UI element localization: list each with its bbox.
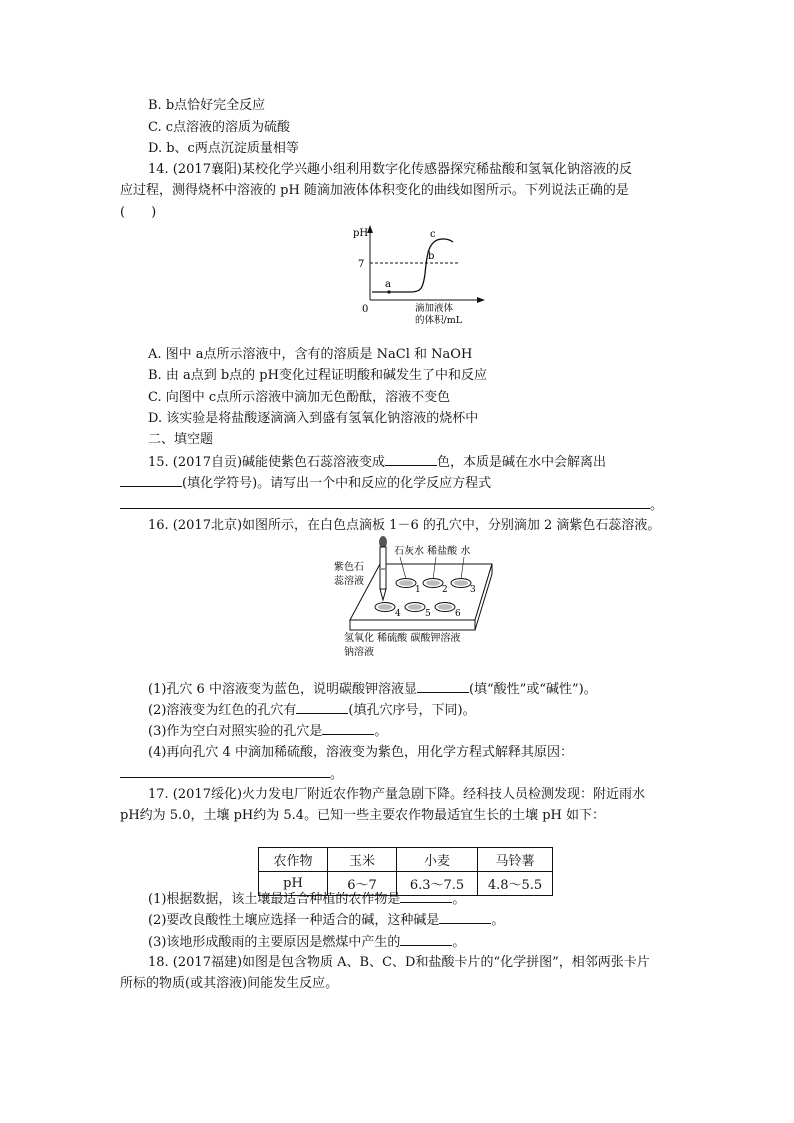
origin-label: 0 xyxy=(362,304,369,315)
table-header-cell: 小麦 xyxy=(397,848,478,872)
well-number-1: 1 xyxy=(415,585,421,595)
q16-sub1 xyxy=(148,680,597,699)
q16-sub3-text-a: (3)作为空白对照实验的孔穴是 xyxy=(148,724,323,739)
q16-sub4-answer xyxy=(120,765,343,784)
section-heading: 二、填空题 xyxy=(148,432,214,447)
spot-plate-figure xyxy=(330,534,502,660)
q16-sub3 xyxy=(148,722,387,741)
q14-option-d: D. 该实验是将盐酸逐滴滴入到盛有氢氧化钠溶液的烧杯中 xyxy=(148,411,479,426)
q15-line3 xyxy=(120,496,663,515)
point-b-label: b xyxy=(428,251,435,262)
q18-stem-line1: 18. (2017福建)如图是包含物质 A、B、C、D和盐酸卡片的“化学拼图”，相邻两张卡片 xyxy=(148,955,650,970)
q17-sub1-text-b: 。 xyxy=(452,892,466,907)
q17-blank-1[interactable] xyxy=(400,890,452,903)
q17-sub3-text-b: 。 xyxy=(452,935,466,950)
q16-blank-4[interactable] xyxy=(120,765,330,778)
well-number-5: 5 xyxy=(425,609,431,619)
q15-text-c: (填化学符号)。请写出一个中和反应的化学反应方程式 xyxy=(182,476,492,491)
well-number-2: 2 xyxy=(442,585,448,595)
q14-stem-line2: 应过程，测得烧杯中溶液的 pH 随滴加液体体积变化的曲线如图所示。下列说法正确的是 xyxy=(120,183,629,198)
q14-stem-line1: 14. (2017襄阳)某校化学兴趣小组利用数字化传感器探究稀盐酸和氢氧化钠溶液的反 xyxy=(148,162,633,177)
q17-sub1 xyxy=(148,890,465,909)
q16-sub1-text-b: (填“酸性”或“碱性”)。 xyxy=(468,682,597,697)
q18-stem-line2: 所标的物质(或其溶液)间能发生反应。 xyxy=(120,976,339,991)
top-well-labels: 石灰水 稀盐酸 水 xyxy=(394,546,471,557)
table-header-cell: 农作物 xyxy=(259,848,328,872)
q13-option-d: D. b、c两点沉淀质量相等 xyxy=(148,141,299,156)
x-axis-label-2: 的体积/mL xyxy=(415,315,463,326)
table-header-cell: 马铃薯 xyxy=(478,848,553,872)
q16-stem: 16. (2017北京)如图所示，在白色点滴板 1－6 的孔穴中，分别滴加 2 滴紫色石蕊溶液。 xyxy=(148,518,661,533)
crop-ph-table xyxy=(258,847,553,896)
q14-option-a: A. 图中 a点所示溶液中，含有的溶质是 NaCl 和 NaOH xyxy=(148,347,473,362)
ph-curve-figure xyxy=(345,222,495,327)
q16-sub1-text-a: (1)孔穴 6 中溶液变为蓝色，说明碳酸钾溶液显 xyxy=(148,682,417,697)
q16-sub2-text-a: (2)溶液变为红色的孔穴有 xyxy=(148,703,297,718)
table-header-cell: 玉米 xyxy=(328,848,397,872)
point-c-label: c xyxy=(430,229,436,240)
q15-blank-color[interactable] xyxy=(385,453,437,466)
table-cell: 6～7 xyxy=(328,872,397,896)
table-cell: 4.8～5.5 xyxy=(478,872,553,896)
dropper-label-1: 紫色石 xyxy=(334,562,364,573)
q16-sub4-end: 。 xyxy=(330,767,344,782)
table-cell: pH xyxy=(259,872,328,896)
q16-blank-2[interactable] xyxy=(296,701,348,714)
q13-option-b: B. b点恰好完全反应 xyxy=(148,98,266,113)
q15-end: 。 xyxy=(650,498,664,513)
q16-sub2 xyxy=(148,701,476,720)
q17-sub3-text-a: (3)该地形成酸雨的主要原因是燃煤中产生的 xyxy=(148,935,401,950)
q16-sub4: (4)再向孔穴 4 中滴加稀硫酸，溶液变为紫色，用化学方程式解释其原因： xyxy=(148,745,573,760)
q14-option-c: C. 向图中 c点所示溶液中滴加无色酚酞，溶液不变色 xyxy=(148,390,451,405)
q16-sub2-text-b: (填孔穴序号，下同)。 xyxy=(348,703,476,718)
q17-sub2-text-b: 。 xyxy=(491,913,505,928)
q17-sub1-text-a: (1)根据数据，该土壤最适合种植的农作物是 xyxy=(148,892,401,907)
q16-sub3-text-b: 。 xyxy=(374,724,388,739)
q13-option-c: C. c点溶液的溶质为硫酸 xyxy=(148,120,291,135)
q17-sub2 xyxy=(148,911,504,930)
q17-sub3 xyxy=(148,933,465,952)
q17-blank-2[interactable] xyxy=(439,911,491,924)
table-cell: 6.3～7.5 xyxy=(397,872,478,896)
q15-text-b: 色，本质是碱在水中会解离出 xyxy=(437,455,607,470)
q15-blank-symbol[interactable] xyxy=(120,474,182,487)
well-number-4: 4 xyxy=(395,609,401,619)
q17-sub2-text-a: (2)要改良酸性土壤应选择一种适合的碱，这种碱是 xyxy=(148,913,440,928)
q14-answer-paren: ( ) xyxy=(120,205,157,220)
point-a-label: a xyxy=(385,279,391,290)
q15-text-a: 15. (2017自贡)碱能使紫色石蕊溶液变成 xyxy=(148,455,386,470)
q15-line1 xyxy=(148,453,606,472)
well-number-6: 6 xyxy=(455,609,461,619)
q17-blank-3[interactable] xyxy=(400,933,452,946)
y-axis-label: pH xyxy=(353,228,369,239)
table-header-row xyxy=(259,848,553,872)
x-axis-label-1: 滴加液体 xyxy=(415,303,454,314)
q15-blank-equation[interactable] xyxy=(120,496,650,509)
bottom-well-labels-2: 钠溶液 xyxy=(344,647,374,658)
dropper-label-2: 蕊溶液 xyxy=(334,576,364,587)
q14-option-b: B. 由 a点到 b点的 pH变化过程证明酸和碱发生了中和反应 xyxy=(148,368,487,383)
q17-stem-line2: pH约为 5.0，土壤 pH约为 5.4。已知一些主要农作物最适宜生长的土壤 pH 如下： xyxy=(120,808,605,823)
ref-value-label: 7 xyxy=(358,259,365,270)
q15-line2 xyxy=(120,474,491,493)
q17-stem-line1: 17. (2017绥化)火力发电厂附近农作物产量急剧下降。经科技人员检测发现：附近雨水 xyxy=(148,787,646,802)
well-number-3: 3 xyxy=(470,585,476,595)
q16-blank-3[interactable] xyxy=(322,722,374,735)
bottom-well-labels: 氢氧化 稀硫酸 碳酸钾溶液 xyxy=(344,633,461,644)
q16-blank-1[interactable] xyxy=(417,680,469,693)
